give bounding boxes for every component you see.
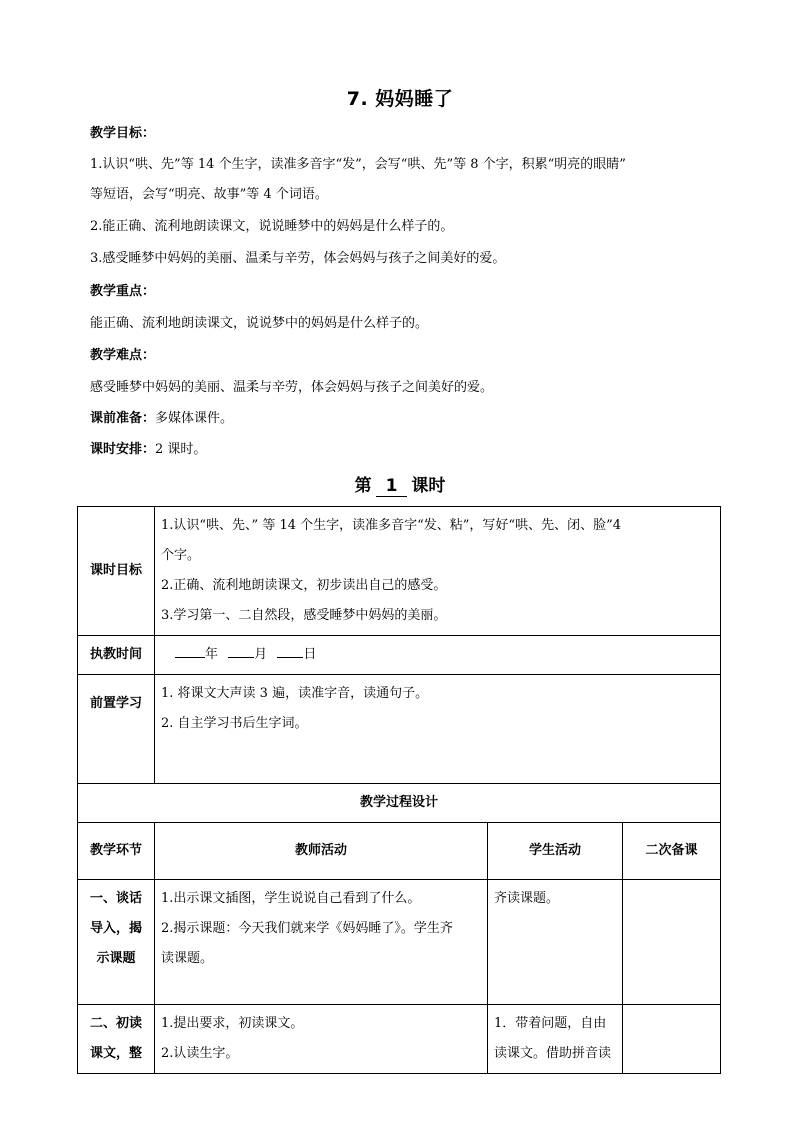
preparation-label: 课前准备： [90, 411, 156, 426]
stage-cell [78, 1005, 155, 1074]
key-points-heading: 教学重点： [90, 284, 156, 299]
second-prep-cell [623, 1005, 721, 1074]
teacher-activity-cell [155, 880, 488, 1005]
student-line: 1．带着问题，自由 [494, 1016, 607, 1031]
teacher-line: 读课题。 [161, 951, 214, 966]
year-blank[interactable] [175, 643, 205, 658]
table-row [78, 880, 721, 1005]
goal-line-3: 2.能正确、流利地朗读课文，说说睡梦中的妈妈是什么样子的。 [90, 219, 454, 234]
pre-study-label: 前置学习 [78, 675, 155, 784]
goals-heading: 教学目标： [90, 126, 156, 141]
column-header-row [78, 823, 721, 880]
lesson-prefix: 第 [354, 476, 372, 496]
lesson-suffix: 课时 [411, 476, 446, 496]
student-line: 读课文。借助拼音读 [494, 1046, 612, 1061]
preparation-text: 多媒体课件。 [155, 411, 234, 426]
teacher-line: 2.认读生字。 [161, 1046, 239, 1061]
lesson-number: 1 [376, 476, 408, 497]
pre-study-row [78, 675, 721, 784]
teaching-time-label: 执教时间 [78, 636, 155, 675]
student-activity-cell [488, 1005, 623, 1074]
schedule-label: 课时安排： [90, 442, 156, 457]
student-activity-cell [488, 880, 623, 1005]
process-heading-row [78, 784, 721, 823]
col-second-header: 二次备课 [623, 823, 721, 880]
pre-study-content [155, 675, 721, 784]
stage-line: 一、谈话 [89, 891, 142, 906]
stage-line: 示课题 [96, 951, 136, 966]
teacher-line: 1.提出要求，初读课文。 [161, 1016, 304, 1031]
teaching-time-row [78, 636, 721, 675]
lesson-plan-table [77, 506, 721, 1074]
col-stage-header: 教学环节 [78, 823, 155, 880]
schedule-line [90, 440, 730, 460]
key-points-text: 能正确、流利地朗读课文，说说梦中的妈妈是什么样子的。 [90, 316, 429, 331]
lesson-goal-line: 3.学习第一、二自然段，感受睡梦中妈妈的美丽。 [161, 608, 447, 623]
teacher-line: 1.出示课文插图，学生说说自己看到了什么。 [161, 891, 421, 906]
day-blank[interactable] [277, 643, 303, 658]
pre-study-line: 1. 将课文大声读 3 遍，读准字音，读通句子。 [161, 686, 429, 701]
lesson-heading [0, 471, 800, 497]
day-label: 日 [303, 647, 317, 662]
pre-study-line: 2. 自主学习书后生字词。 [161, 716, 308, 731]
month-blank[interactable] [228, 643, 254, 658]
table-row [78, 1005, 721, 1074]
goal-line-4: 3.感受睡梦中妈妈的美丽、温柔与辛劳，体会妈妈与孩子之间美好的爱。 [90, 251, 506, 266]
difficult-points-heading: 教学难点： [90, 348, 156, 363]
teaching-time-content [155, 636, 721, 675]
second-prep-cell [623, 880, 721, 1005]
col-teacher-header: 教师活动 [155, 823, 488, 880]
lesson-goal-line: 1.认识“哄、先、” 等 14 个生字，读准多音字“发、粘”，写好“哄、先、闭、脸”4 [161, 518, 621, 533]
year-label: 年 [205, 647, 219, 662]
stage-cell [78, 880, 155, 1005]
difficult-points-text: 感受睡梦中妈妈的美丽、温柔与辛劳，体会妈妈与孩子之间美好的爱。 [90, 380, 494, 395]
stage-line: 课文，整 [89, 1046, 142, 1061]
goal-line-1: 1.认识“哄、先”等 14 个生字，读准多音字“发”，会写“哄、先”等 8 个字，积累“明亮的眼睛” [90, 157, 626, 172]
lesson-goal-line: 2.正确、流利地朗读课文，初步读出自己的感受。 [161, 578, 447, 593]
teacher-activity-cell [155, 1005, 488, 1074]
stage-line: 二、初读 [89, 1016, 142, 1031]
preparation-line [90, 409, 730, 429]
schedule-text: 2 课时。 [155, 442, 207, 457]
student-line: 齐读课题。 [494, 891, 560, 906]
process-heading: 教学过程设计 [78, 784, 721, 823]
stage-line: 导入，揭 [89, 921, 142, 936]
teacher-line: 2.揭示课题：今天我们就来学《妈妈睡了》。学生齐 [161, 921, 453, 936]
col-student-header: 学生活动 [488, 823, 623, 880]
page-title: 7. 妈妈睡了 [346, 88, 454, 110]
lesson-goal-content [155, 507, 721, 636]
month-label: 月 [254, 647, 268, 662]
lesson-goal-row [78, 507, 721, 636]
lesson-goal-label: 课时目标 [78, 507, 155, 636]
goal-line-2: 等短语，会写“明亮、故事”等 4 个词语。 [90, 187, 328, 202]
lesson-goal-line: 个字。 [161, 548, 201, 563]
